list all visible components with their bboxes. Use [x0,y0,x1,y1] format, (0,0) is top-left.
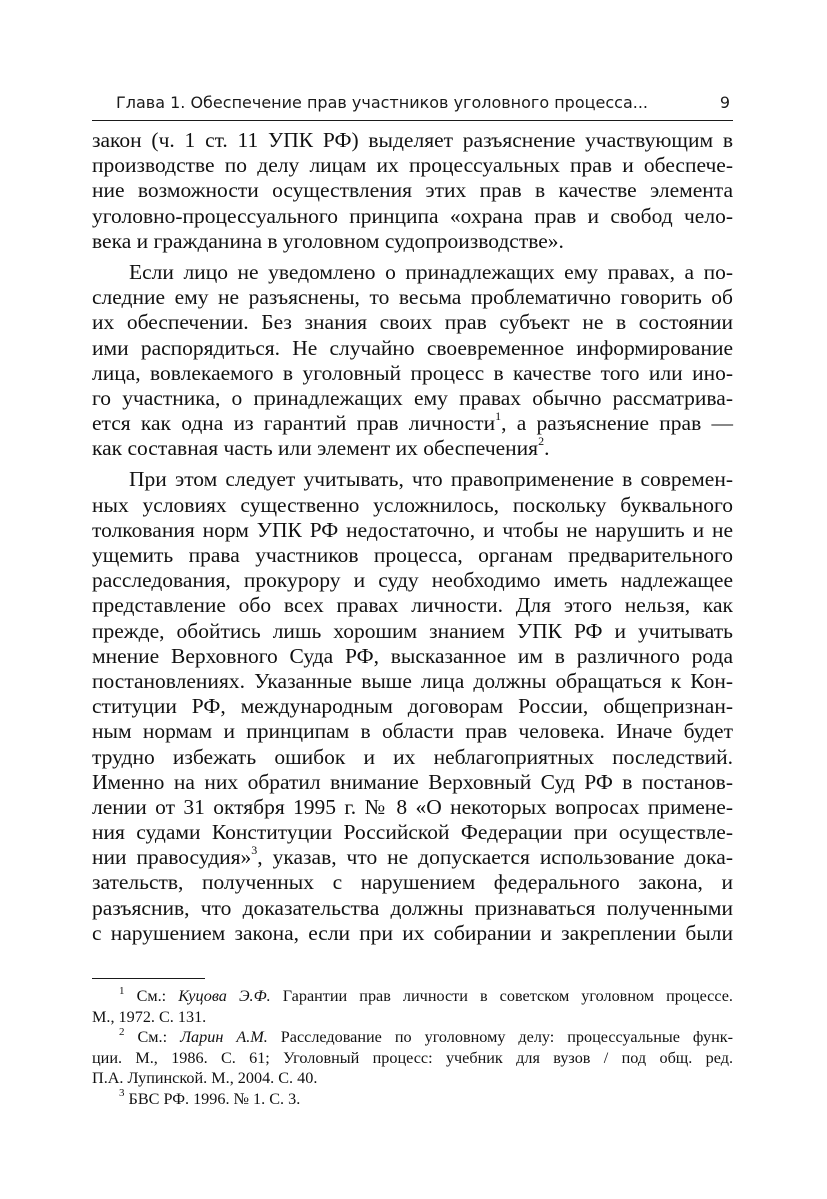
line-part: , указав, что не допускается использование дока- [257,845,733,870]
footnote-line [92,1027,733,1048]
text-line: го участника, о принадлежащих ему правах обычно рассматрива- [92,385,733,410]
footnote-ref: 3 [251,843,258,858]
text-line: ституции РФ, международным договорам России, общепризнан- [92,694,733,719]
text-line [92,408,733,436]
line-part: См.: [124,987,179,1005]
text-line: трудно избежать ошибок и их неблагоприятных последствий. [92,744,733,769]
text-line: лица, вовлекаемого в уголовный процесс в качестве того или ино- [92,360,733,385]
footnote-1 [92,986,733,1027]
footnote-mark: 2 [119,1025,125,1038]
paragraph-1 [92,128,733,254]
text-line: лении от 31 октября 1995 г. № 8 «О некоторых вопросах примене- [92,794,733,819]
footnote-mark: 3 [119,1087,125,1100]
text-line: их обеспечении. Без знания своих прав субъект не в состоянии [92,310,733,335]
text-line: производстве по делу лицам их процессуальных прав и обеспече- [92,153,733,178]
text-line: ущемить права участников процесса, органам предварительного [92,543,733,567]
text-line: расследования, прокурору и суду необходимо иметь надлежащее [92,568,733,593]
text-line: постановлениях. Указанные выше лица должны обращаться к Кон- [92,668,733,693]
line-part: ется как одна из гарантий прав личности [92,411,496,436]
text-line: толкования норм УПК РФ недостаточно, и чтобы не нарушить и не [92,517,733,542]
line-part: БВС РФ. 1996. № 1. С. 3. [124,1089,301,1108]
text-line: зательств, полученных с нарушением федерального закона, и [92,870,733,895]
footnote-line: М., 1972. С. 131. [92,1007,207,1026]
text-line: века и гражданина в уголовном судопроизводстве». [92,228,564,253]
text-line: ным нормам и принципам в области прав человека. Иначе будет [92,719,733,744]
footnote-ref: 2 [538,434,545,449]
line-part: Гарантии прав личности в советском уголовном процессе. [270,987,733,1005]
footnote-ref: 1 [495,408,502,423]
text-line [92,845,733,870]
main-text [92,128,733,946]
footnote-separator [92,978,205,979]
footnotes [92,986,733,1109]
footnote-line: П.А. Лупинской. М., 2004. С. 40. [92,1069,318,1087]
text-line: ных условиях существенно усложнилось, поскольку буквального [92,492,733,517]
text-line: закон (ч. 1 ст. 11 УПК РФ) выделяет разъяснение участвующим в [92,128,733,152]
footnote-author: Куцова Э.Ф. [178,987,271,1005]
text-line: мнение Верховного Суда РФ, высказанное им в различного рода [92,643,733,668]
text-line: Именно на них обратил внимание Верховный Суд РФ в постанов- [92,769,733,794]
text-line: разъяснив, что доказательства должны признаваться полученными [92,895,733,920]
text-line: При этом следует учитывать, что правоприменение в современ- [129,467,733,492]
paragraph-3 [92,467,733,946]
footnote-3 [92,1089,733,1110]
line-part: как составная часть или элемент их обеспечения [92,436,539,461]
paragraph-2 [92,260,733,462]
text-line: ния судами Конституции Российской Федерации при осуществле- [92,820,733,845]
footnote-line: ции. М., 1986. С. 61; Уголовный процесс: учебник для вузов / под общ. ред. [92,1048,733,1067]
footnote-line [92,986,733,1007]
running-header [92,93,732,119]
text-line: представление обо всех правах личности. Для этого нельзя, как [92,593,733,618]
footnote-mark: 1 [119,984,125,997]
text-line: Если лицо не уведомлено о принадлежащих ему правах, а по- [129,259,733,284]
text-line: уголовно-процессуального принципа «охрана прав и свобод чело- [92,203,733,228]
text-line: прежде, обойтись лишь хорошим знанием УПК РФ и учитывать [92,618,733,643]
header-rule [92,120,733,121]
page-number: 9 [719,93,730,112]
line-part: , а разъяснение прав — [501,411,733,436]
chapter-title: Глава 1. Обеспечение прав участников уголовного процесса... [116,93,648,112]
text-line: ими распорядиться. Не случайно своевременное информирование [92,335,733,360]
text-line [92,436,733,461]
footnote-author: Ларин А.М. [180,1028,268,1046]
text-line: с нарушением закона, если при их собирании и закреплении были [92,920,733,945]
line-part: Расследование по уголовному делу: процессуальные функ- [267,1028,733,1046]
line-part: нии правосудия» [92,845,252,870]
line-part: . [544,436,550,461]
text-line: ние возможности осуществления этих прав в качестве элемента [92,178,733,203]
footnote-line [92,1089,733,1110]
footnote-2 [92,1027,733,1089]
text-line: следние ему не разъяснены, то весьма проблематично говорить об [92,285,733,310]
line-part: См.: [124,1028,181,1046]
